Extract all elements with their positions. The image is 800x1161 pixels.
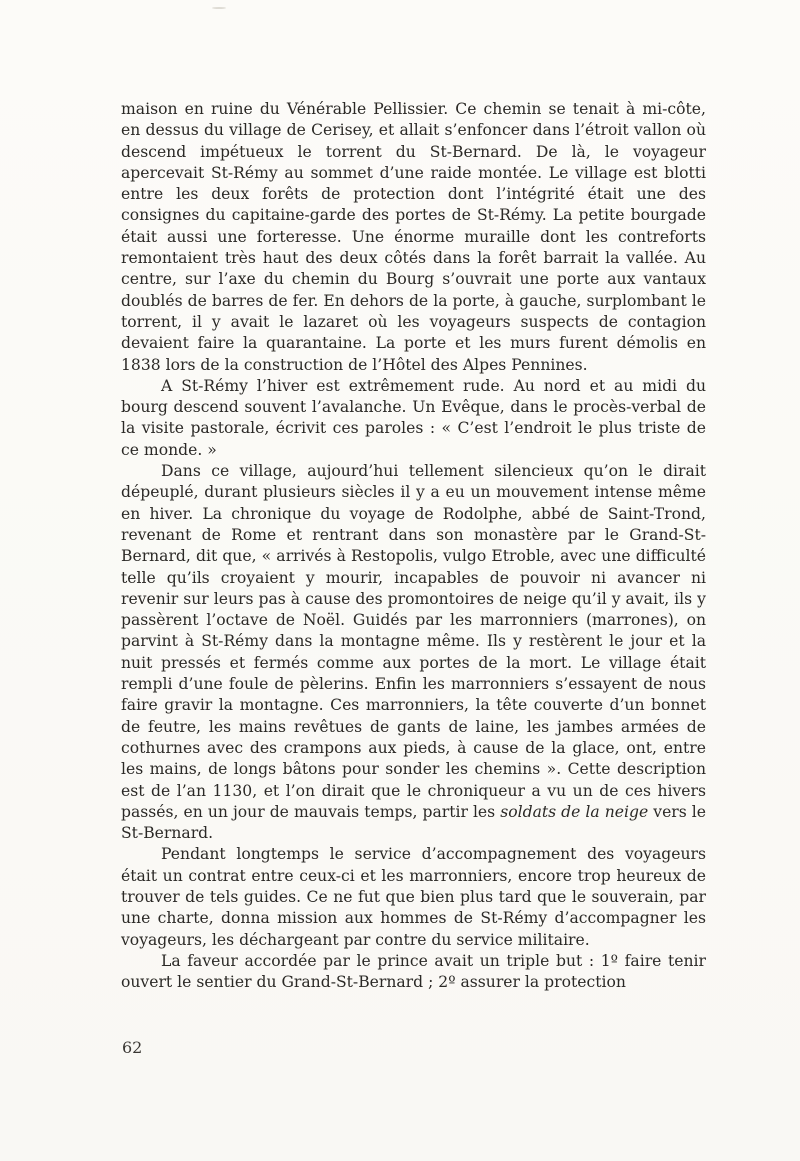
paragraph-5: La faveur accordée par le prince avait un triple but : 1º faire tenir ouvert le sentier du Grand-St-Bernard ; 2º assurer la protection [121,951,706,992]
page-number: 62 [122,1038,143,1057]
paragraph-4: Pendant longtemps le service d’accompagnement des voyageurs était un contrat entre ceux-ci et les marronniers, encore trop heureux de trouver de tels guides. Ce ne fut que bien plus tard que le souverain, par une charte, donna mission aux hommes de St-Rémy d’accompagner les voyageurs, les déchargeant par contre du service militaire. [121,845,706,949]
paragraph-2: A St-Rémy l’hiver est extrêmement rude. Au nord et au midi du bourg descend souvent l’avalanche. Un Evêque, dans le procès-verbal de la visite pastorale, écrivit ces paroles : « C’est l’endroit le plus triste de ce monde. » [121,376,706,459]
paragraph-1: maison en ruine du Vénérable Pellissier. Ce chemin se tenait à mi-côte, en dessus du village de Cerisey, et allait s’enfoncer dans l’étroit vallon où descend impétueux le torrent du St-Bernard. De là, le voyageur apercevait St-Rémy au sommet d’une raide montée. Le village est blotti entre les deux forêts de protection dont l’intégrité était une des consignes du capitaine-garde des portes de St-Rémy. La petite bourgade était aussi une forteresse. Une énorme muraille dont les contreforts remontaient très haut des deux côtés dans la forêt barrait la vallée. Au centre, sur l’axe du chemin du Bourg s’ouvrait une porte aux vantaux doublés de barres de fer. En dehors de la porte, à gauche, surplombant le torrent, il y avait le lazaret où les voyageurs suspects de contagion devaient faire la quarantaine. La porte et les murs furent démolis en 1838 lors de la construction de l’Hôtel des Alpes Pennines. [121,100,706,374]
paragraph-3-italic-phrase: soldats de la neige [500,802,649,821]
body-text [121,99,706,993]
paragraph-3 [121,461,706,844]
paragraph-3-text-start: Dans ce village, aujourd’hui tellement silencieux qu’on le dirait dépeuplé, durant plusieurs siècles il y a eu un mouvement intense même en hiver. La chronique du voyage de Rodolphe, abbé de Saint-Trond, revenant de Rome et rentrant dans son monastère par le Grand-St-Bernard, dit que, « arrivés à Restopolis, vulgo Etroble, avec une difficulté telle qu’ils croyaient y mourir, incapables de pouvoir ni avancer ni revenir sur leurs pas à cause des promontoires de neige qu’il y avait, ils y passèrent l’octave de Noël. Guidés par les marronniers (marrones), on parvint à St-Rémy dans la montagne même. Ils y restèrent le jour et la nuit pressés et fermés comme aux portes de la mort. Le village était rempli d’une foule de pèlerins. Enfin les marronniers s’essayent de nous faire gravir la montagne. Ces marronniers, la tête couverte d’un bonnet de feutre, les mains revêtues de gants de laine, les jambes armées de cothurnes avec des crampons aux pieds, à cause de la glace, ont, entre les mains, de longs bâtons pour sonder les chemins ». Cette description est de l’an 1130, et l’on dirait que le chroniqueur a vu un de ces hivers passés, en un jour de mauvais temps, partir les [121,462,706,821]
paper-speck [212,7,226,9]
paragraph-3-text-end: vers le St-Bernard. [121,802,707,843]
